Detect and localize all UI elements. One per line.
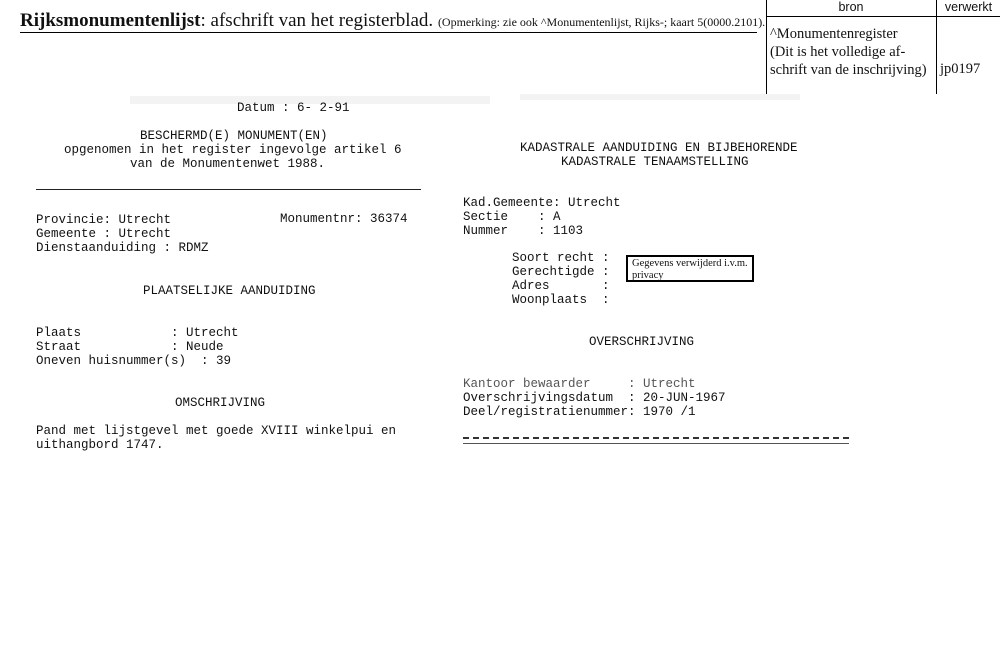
nummer: Nummer : 1103 xyxy=(463,224,584,238)
gerechtigde: Gerechtigde : xyxy=(512,265,610,279)
omschrijving-line: uithangbord 1747. xyxy=(36,438,164,452)
huisnummer: Oneven huisnummer(s) : 39 xyxy=(36,354,232,368)
plaats: Plaats : Utrecht xyxy=(36,326,239,340)
left-heading-line: BESCHERMD(E) MONUMENT(EN) xyxy=(140,129,328,143)
column-header-bron: bron xyxy=(838,0,864,14)
deel-registratienummer: Deel/registratienummer: 1970 /1 xyxy=(463,405,696,419)
left-heading-line: van de Monumentenwet 1988. xyxy=(130,157,326,171)
column-header-verwerkt: verwerkt xyxy=(944,0,993,14)
bron-line: schrift van de inschrijving) xyxy=(770,62,927,78)
omschrijving-line: Pand met lijstgevel met goede XVIII winkelpui en xyxy=(36,424,397,438)
gemeente: Gemeente : Utrecht xyxy=(36,227,172,241)
datum: Datum : 6- 2-91 xyxy=(237,101,350,115)
right-heading-line: KADASTRALE TENAAMSTELLING xyxy=(561,155,749,169)
bron-cell xyxy=(770,25,940,79)
table-border-left xyxy=(766,0,767,94)
provincie: Provincie: Utrecht xyxy=(36,213,172,227)
soort-recht: Soort recht : xyxy=(512,251,610,265)
page-title xyxy=(20,10,765,32)
left-heading-line: opgenomen in het register ingevolge artikel 6 xyxy=(64,143,402,157)
dienstaanduiding: Dienstaanduiding : RDMZ xyxy=(36,241,209,255)
table-header-rule xyxy=(766,16,1000,17)
title-note: (Opmerking: zie ook ^Monumentenlijst, Rijks-; kaart 5(0000.2101). xyxy=(437,15,766,29)
right-double-rule xyxy=(463,437,849,444)
header-rule xyxy=(20,32,757,33)
overschrijving-heading: OVERSCHRIJVING xyxy=(589,335,695,349)
kad-gemeente: Kad.Gemeente: Utrecht xyxy=(463,196,621,210)
title-rest: : afschrift van het registerblad. xyxy=(200,10,434,31)
title-bold: Rijksmonumentenlijst xyxy=(20,10,201,31)
bron-line: ^Monumentenregister xyxy=(770,26,898,42)
scan-artifact xyxy=(520,94,800,100)
verwerkt-cell: jp0197 xyxy=(940,61,981,77)
omschrijving-heading: OMSCHRIJVING xyxy=(175,396,266,410)
woonplaats: Woonplaats : xyxy=(512,293,610,307)
bron-line: (Dit is het volledige af- xyxy=(770,44,906,60)
overschrijvingsdatum: Overschrijvingsdatum : 20-JUN-1967 xyxy=(463,391,726,405)
adres: Adres : xyxy=(512,279,610,293)
kantoor-bewaarder: Kantoor bewaarder : Utrecht xyxy=(463,377,696,391)
monumentnr: Monumentnr: 36374 xyxy=(280,212,408,226)
straat: Straat : Neude xyxy=(36,340,224,354)
sectie: Sectie : A xyxy=(463,210,561,224)
source-table xyxy=(766,0,1000,94)
left-rule xyxy=(36,189,421,190)
plaatselijke-heading: PLAATSELIJKE AANDUIDING xyxy=(143,284,316,298)
privacy-redaction-box: Gegevens verwijderd i.v.m. privacy xyxy=(626,255,754,282)
right-heading-line: KADASTRALE AANDUIDING EN BIJBEHORENDE xyxy=(520,141,798,155)
